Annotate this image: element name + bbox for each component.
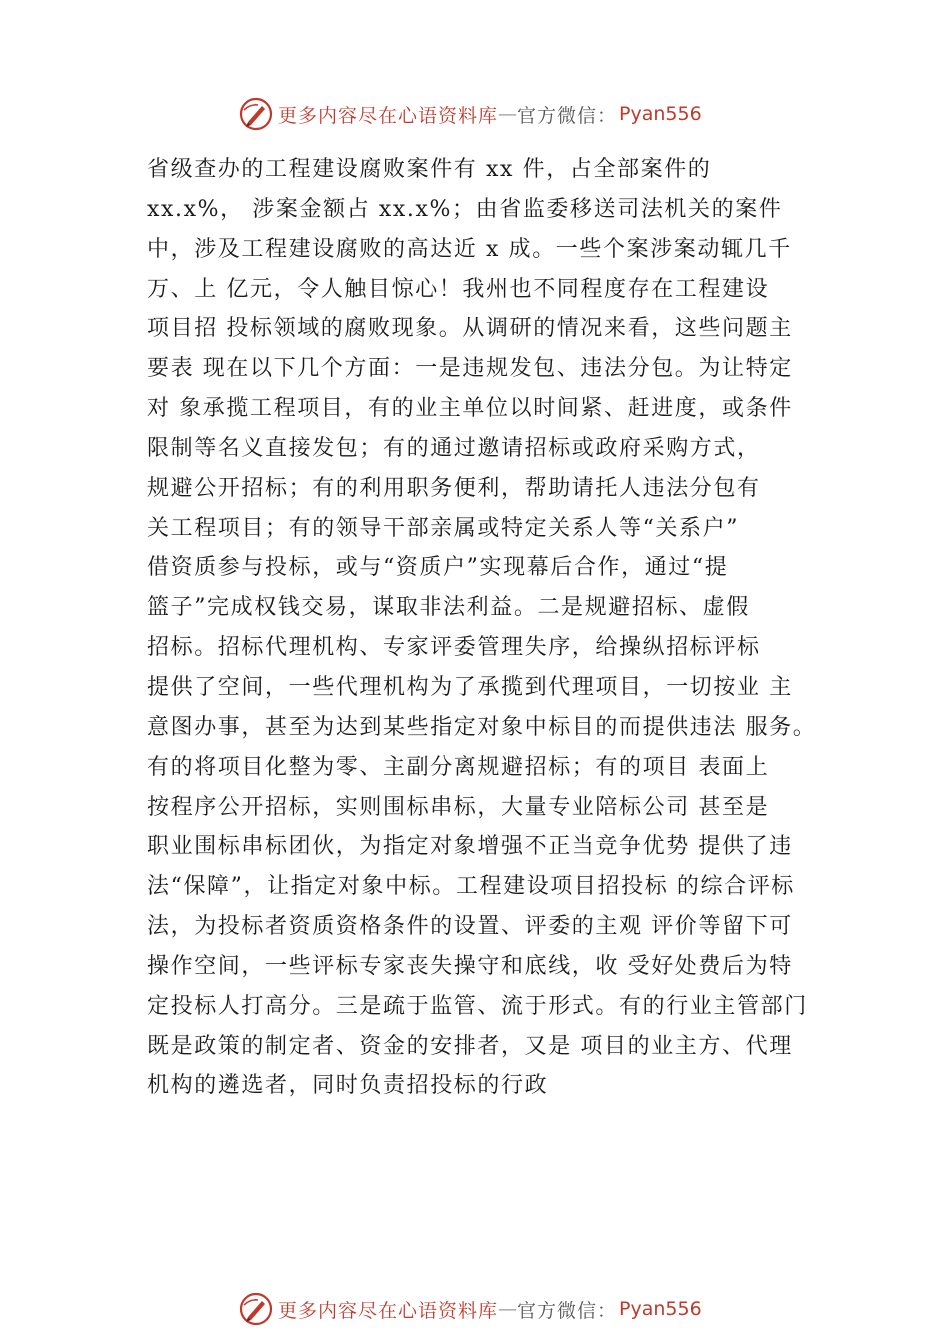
pen-logo-icon bbox=[238, 96, 274, 132]
header-separator: — bbox=[498, 103, 518, 125]
footer-site-name: 更多内容尽在心语资料库 bbox=[278, 1299, 499, 1322]
body-line: 按程序公开招标，实则围标串标，大量专业陪标公司 甚至是 bbox=[147, 794, 770, 820]
body-line: 要表 现在以下几个方面：一是违规发包、违法分包。为让特定 bbox=[147, 356, 793, 382]
document-body bbox=[147, 150, 947, 1106]
header-wechat-id: Pyan556 bbox=[619, 103, 702, 125]
footer-separator: — bbox=[498, 1298, 518, 1320]
body-line: 操作空间，一些评标专家丧失操守和底线，收 受好处费后为特 bbox=[147, 953, 793, 979]
body-line: 关工程项目；有的领导干部亲属或特定关系人等“关系户” bbox=[147, 515, 740, 541]
body-line: 法，为投标者资质资格条件的设置、评委的主观 评价等留下可 bbox=[147, 914, 793, 940]
header-wechat-label: 官方微信： bbox=[517, 104, 618, 127]
body-line: 提供了空间，一些代理机构为了承揽到代理项目，一切按业 主 bbox=[147, 674, 793, 700]
pen-logo-icon bbox=[238, 1291, 274, 1327]
body-line: 中，涉及工程建设腐败的高达近 x 成。一些个案涉案动辄几千 bbox=[147, 236, 792, 262]
body-line: 招标。招标代理机构、专家评委管理失序，给操纵招标评标 bbox=[147, 635, 761, 661]
body-line: 有的将项目化整为零、主副分离规避招标；有的项目 表面上 bbox=[147, 754, 770, 780]
footer-wechat-label: 官方微信： bbox=[517, 1299, 618, 1322]
footer-banner bbox=[238, 1290, 702, 1328]
header-banner bbox=[238, 95, 702, 133]
body-line: 限制等名义直接发包；有的通过邀请招标或政府采购方式， bbox=[147, 435, 761, 461]
body-line: 篮子”完成权钱交易，谋取非法利益。二是规避招标、虚假 bbox=[147, 595, 750, 621]
body-line: xx.x%， 涉案金额占 xx.x%；由省监委移送司法机关的案件 bbox=[147, 196, 783, 222]
body-line: 项目招 投标领域的腐败现象。从调研的情况来看，这些问题主 bbox=[147, 316, 793, 342]
body-line: 机构的遴选者，同时负责招投标的行政 bbox=[147, 1073, 549, 1099]
body-line: 对 象承揽工程项目，有的业主单位以时间紧、赶进度，或条件 bbox=[147, 396, 793, 422]
body-line: 既是政策的制定者、资金的安排者，又是 项目的业主方、代理 bbox=[147, 1033, 793, 1059]
body-line: 职业围标串标团伙，为指定对象增强不正当竞争优势 提供了违 bbox=[147, 834, 793, 860]
body-line: 意图办事，甚至为达到某些指定对象中标目的而提供违法 服务。 bbox=[147, 714, 817, 740]
body-line: 借资质参与投标，或与“资质户”实现幕后合作，通过“提 bbox=[147, 555, 729, 581]
footer-wechat-id: Pyan556 bbox=[619, 1298, 702, 1320]
body-line: 省级查办的工程建设腐败案件有 xx 件，占全部案件的 bbox=[147, 157, 712, 182]
header-site-name: 更多内容尽在心语资料库 bbox=[278, 104, 499, 127]
body-line: 万、上 亿元，令人触目惊心！我州也不同程度存在工程建设 bbox=[147, 276, 770, 302]
body-line: 法“保障”，让指定对象中标。工程建设项目招投标 的综合评标 bbox=[147, 874, 795, 900]
body-line: 定投标人打高分。三是疏于监管、流于形式。有的行业主管部门 bbox=[147, 993, 808, 1019]
body-line: 规避公开招标；有的利用职务便利，帮助请托人违法分包有 bbox=[147, 475, 761, 501]
